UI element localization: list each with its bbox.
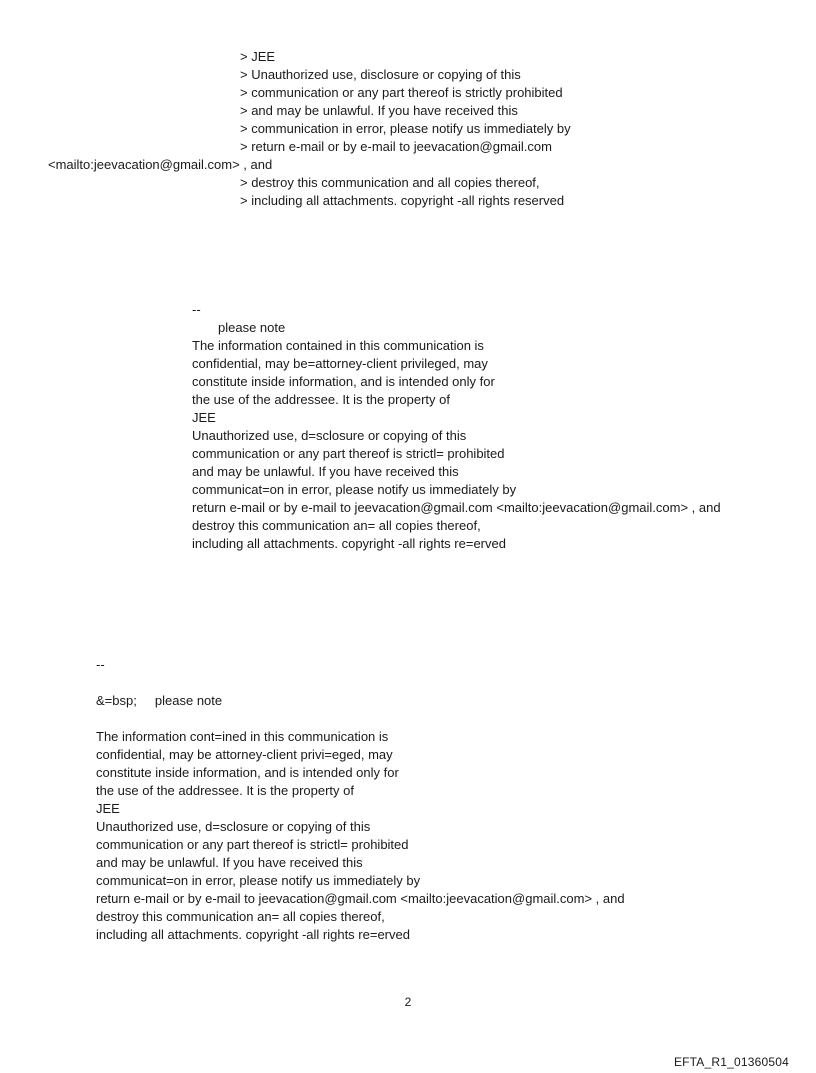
notice-line: and may be unlawful. If you have received this (96, 855, 363, 870)
notice-line: The information cont=ined in this communication is (96, 729, 389, 744)
page-number: 2 (404, 995, 412, 1009)
notice-line: confidential, may be attorney-client privi=eged, may (96, 747, 393, 762)
notice-line: and may be unlawful. If you have received this (192, 464, 459, 479)
notice-line: return e-mail or by e-mail to jeevacation@gmail.com <mailto:jeevacation@gmail.com> , and (96, 891, 625, 906)
notice-line: the use of the addressee. It is the property of (192, 392, 450, 407)
quoted-line: > communication in error, please notify us immediately by (240, 121, 571, 136)
notice-line: communication or any part thereof is strictl= prohibited (96, 837, 409, 852)
quoted-line: > communication or any part thereof is strictly prohibited (240, 85, 563, 100)
notice-line: the use of the addressee. It is the property of (96, 783, 354, 798)
notice-line: JEE (96, 801, 120, 816)
notice-line: The information contained in this communication is (192, 338, 484, 353)
notice-line: Unauthorized use, d=sclosure or copying of this (96, 819, 371, 834)
quoted-line: > and may be unlawful. If you have received this (240, 103, 518, 118)
signature-separator: -- (192, 302, 201, 317)
notice-line: constitute inside information, and is intended only for (96, 765, 399, 780)
confidentiality-notice-1 (192, 301, 721, 553)
quoted-line: > JEE (240, 49, 276, 64)
notice-line: return e-mail or by e-mail to jeevacation@gmail.com <mailto:jeevacation@gmail.com> , and (192, 500, 721, 515)
notice-line: including all attachments. copyright -all rights re=erved (96, 927, 410, 942)
signature-separator: -- (96, 657, 105, 672)
notice-line: communicat=on in error, please notify us immediately by (192, 482, 517, 497)
notice-line: JEE (192, 410, 216, 425)
notice-heading: please note (218, 320, 286, 335)
quoted-line: > return e-mail or by e-mail to jeevacation@gmail.com (240, 139, 552, 154)
quoted-line: > destroy this communication and all copies thereof, (240, 175, 540, 190)
notice-line: communication or any part thereof is strictl= prohibited (192, 446, 505, 461)
notice-line: destroy this communication an= all copies thereof, (192, 518, 481, 533)
notice-line: communicat=on in error, please notify us immediately by (96, 873, 421, 888)
confidentiality-notice-2 (96, 656, 625, 944)
quoted-reply-block (0, 48, 571, 210)
notice-line: destroy this communication an= all copies thereof, (96, 909, 385, 924)
notice-line: confidential, may be=attorney-client privileged, may (192, 356, 488, 371)
notice-line: Unauthorized use, d=sclosure or copying of this (192, 428, 467, 443)
bates-number: EFTA_R1_01360504 (673, 1055, 789, 1069)
notice-line: constitute inside information, and is intended only for (192, 374, 495, 389)
quoted-mailto-line: <mailto:jeevacation@gmail.com> , and (48, 157, 273, 172)
quoted-line: > Unauthorized use, disclosure or copying of this (240, 67, 521, 82)
quoted-line: > including all attachments. copyright -all rights reserved (240, 193, 565, 208)
notice-heading: &=bsp; please note (96, 693, 223, 708)
notice-line: including all attachments. copyright -all rights re=erved (192, 536, 506, 551)
